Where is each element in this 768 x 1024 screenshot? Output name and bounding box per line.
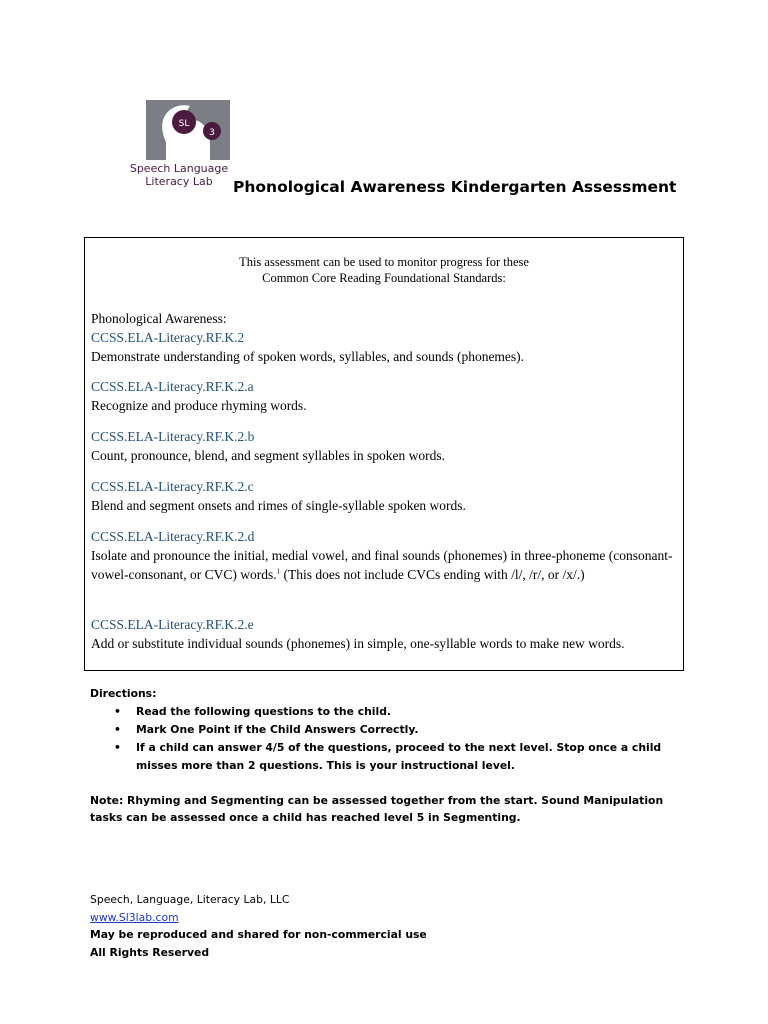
standards-intro bbox=[85, 254, 683, 286]
standard-code[interactable]: CCSS.ELA-Literacy.RF.K.2 bbox=[91, 330, 245, 345]
logo-line-2: Literacy Lab bbox=[145, 175, 213, 188]
company-name: Speech, Language, Literacy Lab, LLC bbox=[90, 893, 290, 906]
rights-text: All Rights Reserved bbox=[90, 945, 210, 959]
standard-code[interactable]: CCSS.ELA-Literacy.RF.K.2.a bbox=[91, 379, 254, 394]
logo-badge-left: SL bbox=[178, 119, 190, 129]
standard-item bbox=[91, 615, 679, 653]
directions-list bbox=[90, 703, 690, 775]
directions-section bbox=[90, 685, 690, 775]
standard-description: Add or substitute individual sounds (phonemes) in simple, one-syllable words to make new words. bbox=[91, 636, 625, 651]
directions-item: • Read the following questions to the child. bbox=[90, 703, 690, 721]
standard-code[interactable]: CCSS.ELA-Literacy.RF.K.2.b bbox=[91, 429, 255, 444]
directions-item: • If a child can answer 4/5 of the questions, proceed to the next level. Stop once a child misses more than 2 questions. This is your instructional level. bbox=[90, 739, 690, 775]
intro-line-1: This assessment can be used to monitor progress for these bbox=[239, 255, 529, 269]
standard-description: Count, pronounce, blend, and segment syllables in spoken words. bbox=[91, 448, 445, 463]
logo-line-1: Speech Language bbox=[129, 162, 229, 175]
standard-code[interactable]: CCSS.ELA-Literacy.RF.K.2.c bbox=[91, 479, 254, 494]
standard-item bbox=[91, 527, 679, 584]
footnote-marker[interactable]: 1 bbox=[276, 567, 281, 576]
standard-item bbox=[91, 477, 679, 515]
intro-line-2: Common Core Reading Foundational Standards: bbox=[262, 271, 506, 285]
standard-code[interactable]: CCSS.ELA-Literacy.RF.K.2.e bbox=[91, 617, 254, 632]
standard-description-main: Isolate and pronounce the initial, medial vowel, and final sounds (phonemes) in three-phoneme (consonant-vowel-consonant, or CVC) words. bbox=[91, 548, 673, 582]
standard-code[interactable]: CCSS.ELA-Literacy.RF.K.2.d bbox=[91, 529, 255, 544]
standards-heading: Phonological Awareness: bbox=[91, 311, 227, 326]
directions-item: • Mark One Point if the Child Answers Correctly. bbox=[90, 721, 690, 739]
standard-item bbox=[91, 427, 679, 465]
website-link[interactable]: www.Sl3lab.com bbox=[90, 910, 179, 924]
logo-icon bbox=[142, 100, 232, 160]
standard-item bbox=[91, 328, 679, 366]
standard-description: Demonstrate understanding of spoken words, syllables, and sounds (phonemes). bbox=[91, 349, 525, 364]
standard-description: Blend and segment onsets and rimes of single-syllable spoken words. bbox=[91, 498, 466, 513]
logo-badge-right: 3 bbox=[209, 128, 215, 138]
license-text: May be reproduced and shared for non-commercial use bbox=[90, 928, 427, 941]
standard-description-note: (This does not include CVCs ending with /l/, /r/, or /x/.) bbox=[280, 567, 585, 582]
logo-wordmark bbox=[124, 162, 234, 188]
assessment-note: Note: Rhyming and Segmenting can be assessed together from the start. Sound Manipulation tasks can be assessed once a child has reached level 5 in Segmenting. bbox=[90, 794, 664, 824]
page-title: Phonological Awareness Kindergarten Assessment bbox=[233, 178, 677, 196]
brand-logo bbox=[120, 100, 240, 192]
standards-box bbox=[84, 237, 684, 671]
directions-heading: Directions: bbox=[90, 687, 157, 700]
standard-description bbox=[91, 546, 679, 584]
footer bbox=[90, 891, 427, 961]
standard-description: Recognize and produce rhyming words. bbox=[91, 398, 307, 413]
standard-item bbox=[91, 377, 679, 415]
